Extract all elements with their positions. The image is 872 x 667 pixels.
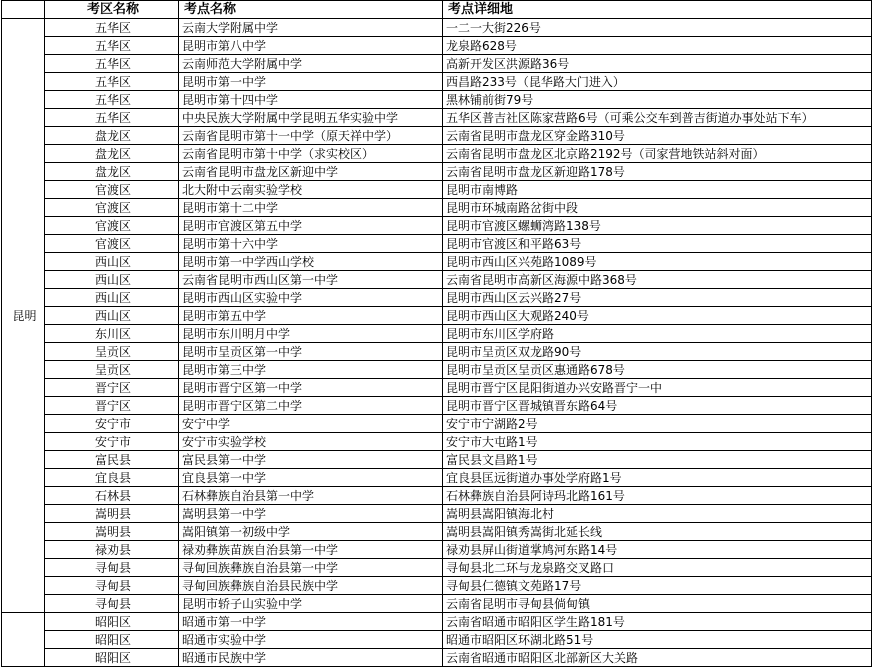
table-row bbox=[2, 505, 872, 523]
school-name-cell: 云南省昆明市第十一中学（原天祥中学） bbox=[179, 127, 443, 145]
table-row bbox=[2, 235, 872, 253]
school-name-cell: 昆明市第三中学 bbox=[179, 361, 443, 379]
address-cell: 寻甸县北二环与龙泉路交叉路口 bbox=[443, 559, 872, 577]
school-name-cell: 云南省昆明市盘龙区新迎中学 bbox=[179, 163, 443, 181]
district-cell: 禄劝县 bbox=[45, 541, 179, 559]
address-cell: 昭通市昭阳区环湖北路51号 bbox=[443, 631, 872, 649]
table-row bbox=[2, 271, 872, 289]
school-name-cell: 昆明市第十二中学 bbox=[179, 199, 443, 217]
address-cell: 高新开发区洪源路36号 bbox=[443, 55, 872, 73]
address-cell: 寻甸县仁德镇文苑路17号 bbox=[443, 577, 872, 595]
school-name-cell: 云南省昆明市西山区第一中学 bbox=[179, 271, 443, 289]
table-row bbox=[2, 199, 872, 217]
district-cell: 官渡区 bbox=[45, 217, 179, 235]
table-row bbox=[2, 487, 872, 505]
school-name-cell: 富民县第一中学 bbox=[179, 451, 443, 469]
table-row bbox=[2, 559, 872, 577]
table-row bbox=[2, 325, 872, 343]
district-cell: 五华区 bbox=[45, 73, 179, 91]
table-row bbox=[2, 217, 872, 235]
district-cell: 昭阳区 bbox=[45, 649, 179, 667]
city-group-cell: 昆明 bbox=[2, 19, 45, 613]
header-address-cell: 考点详细地 bbox=[443, 1, 872, 19]
address-cell: 黑林铺前街79号 bbox=[443, 91, 872, 109]
table-row bbox=[2, 541, 872, 559]
district-cell: 宜良县 bbox=[45, 469, 179, 487]
district-cell: 安宁市 bbox=[45, 433, 179, 451]
address-cell: 云南省昭通市昭阳区学生路181号 bbox=[443, 613, 872, 631]
address-cell: 云南省昆明市盘龙区穿金路310号 bbox=[443, 127, 872, 145]
school-name-cell: 昆明市西山区实验中学 bbox=[179, 289, 443, 307]
header-school-cell: 考点名称 bbox=[179, 1, 443, 19]
table-row bbox=[2, 55, 872, 73]
address-cell: 一二一大街226号 bbox=[443, 19, 872, 37]
table-row bbox=[2, 19, 872, 37]
district-cell: 晋宁区 bbox=[45, 379, 179, 397]
table-row bbox=[2, 307, 872, 325]
table-row bbox=[2, 433, 872, 451]
district-cell: 富民县 bbox=[45, 451, 179, 469]
district-cell: 五华区 bbox=[45, 19, 179, 37]
district-cell: 盘龙区 bbox=[45, 163, 179, 181]
school-name-cell: 昆明市第五中学 bbox=[179, 307, 443, 325]
district-cell: 五华区 bbox=[45, 37, 179, 55]
district-cell: 石林县 bbox=[45, 487, 179, 505]
school-name-cell: 昆明市轿子山实验中学 bbox=[179, 595, 443, 613]
address-cell: 安宁市宁湖路2号 bbox=[443, 415, 872, 433]
school-name-cell: 昭通市民族中学 bbox=[179, 649, 443, 667]
school-name-cell: 嵩明县第一中学 bbox=[179, 505, 443, 523]
table-row bbox=[2, 415, 872, 433]
district-cell: 西山区 bbox=[45, 289, 179, 307]
table-row bbox=[2, 253, 872, 271]
address-cell: 昆明市西山区兴苑路1089号 bbox=[443, 253, 872, 271]
school-name-cell: 昆明市第一中学 bbox=[179, 73, 443, 91]
table-row bbox=[2, 469, 872, 487]
school-name-cell: 昆明市第十四中学 bbox=[179, 91, 443, 109]
address-cell: 昆明市呈贡区双龙路90号 bbox=[443, 343, 872, 361]
exam-venue-table-body bbox=[2, 1, 872, 667]
address-cell: 云南省昆明市高新区海源中路368号 bbox=[443, 271, 872, 289]
district-cell: 呈贡区 bbox=[45, 343, 179, 361]
district-cell: 西山区 bbox=[45, 253, 179, 271]
district-cell: 寻甸县 bbox=[45, 559, 179, 577]
table-row bbox=[2, 613, 872, 631]
district-cell: 寻甸县 bbox=[45, 577, 179, 595]
address-cell: 昆明市晋宁区晋城镇晋东路64号 bbox=[443, 397, 872, 415]
school-name-cell: 昭通市第一中学 bbox=[179, 613, 443, 631]
table-row bbox=[2, 127, 872, 145]
table-row bbox=[2, 631, 872, 649]
address-cell: 安宁市大屯路1号 bbox=[443, 433, 872, 451]
district-cell: 盘龙区 bbox=[45, 127, 179, 145]
school-name-cell: 云南师范大学附属中学 bbox=[179, 55, 443, 73]
table-row bbox=[2, 145, 872, 163]
school-name-cell: 寻甸回族彝族自治县第一中学 bbox=[179, 559, 443, 577]
address-cell: 宜良县匡远街道办事处学府路1号 bbox=[443, 469, 872, 487]
address-cell: 昆明市晋宁区昆阳街道办兴安路晋宁一中 bbox=[443, 379, 872, 397]
district-cell: 五华区 bbox=[45, 109, 179, 127]
district-cell: 昭阳区 bbox=[45, 613, 179, 631]
header-district-cell: 考区名称 bbox=[45, 1, 179, 19]
school-name-cell: 石林彝族自治县第一中学 bbox=[179, 487, 443, 505]
school-name-cell: 禄劝彝族苗族自治县第一中学 bbox=[179, 541, 443, 559]
table-row bbox=[2, 649, 872, 667]
district-cell: 官渡区 bbox=[45, 199, 179, 217]
table-row bbox=[2, 163, 872, 181]
school-name-cell: 昆明市第一中学西山学校 bbox=[179, 253, 443, 271]
district-cell: 嵩明县 bbox=[45, 505, 179, 523]
school-name-cell: 昆明市呈贡区第一中学 bbox=[179, 343, 443, 361]
school-name-cell: 昆明市官渡区第五中学 bbox=[179, 217, 443, 235]
address-cell: 五华区普吉社区陈家营路6号（可乘公交车到普吉街道办事处站下车） bbox=[443, 109, 872, 127]
address-cell: 昆明市西山区大观路240号 bbox=[443, 307, 872, 325]
table-header-row bbox=[2, 1, 872, 19]
table-row bbox=[2, 343, 872, 361]
school-name-cell: 昆明市晋宁区第一中学 bbox=[179, 379, 443, 397]
school-name-cell: 安宁市实验学校 bbox=[179, 433, 443, 451]
address-cell: 昆明市呈贡区呈贡区惠通路678号 bbox=[443, 361, 872, 379]
table-row bbox=[2, 37, 872, 55]
table-row bbox=[2, 523, 872, 541]
address-cell: 云南省昆明市盘龙区北京路2192号（司家营地铁站斜对面） bbox=[443, 145, 872, 163]
school-name-cell: 寻甸回族彝族自治县民族中学 bbox=[179, 577, 443, 595]
address-cell: 昆明市官渡区和平路63号 bbox=[443, 235, 872, 253]
address-cell: 昆明市西山区云兴路27号 bbox=[443, 289, 872, 307]
address-cell: 石林彝族自治县阿诗玛北路161号 bbox=[443, 487, 872, 505]
table-row bbox=[2, 181, 872, 199]
district-cell: 盘龙区 bbox=[45, 145, 179, 163]
district-cell: 安宁市 bbox=[45, 415, 179, 433]
district-cell: 嵩明县 bbox=[45, 523, 179, 541]
address-cell: 禄劝县屏山街道掌鸠河东路14号 bbox=[443, 541, 872, 559]
table-row bbox=[2, 73, 872, 91]
school-name-cell: 昆明市第十六中学 bbox=[179, 235, 443, 253]
district-cell: 东川区 bbox=[45, 325, 179, 343]
address-cell: 昆明市东川区学府路 bbox=[443, 325, 872, 343]
district-cell: 昭阳区 bbox=[45, 631, 179, 649]
address-cell: 西昌路233号（昆华路大门进入） bbox=[443, 73, 872, 91]
table-row bbox=[2, 451, 872, 469]
table-row bbox=[2, 595, 872, 613]
school-name-cell: 昭通市实验中学 bbox=[179, 631, 443, 649]
table-row bbox=[2, 91, 872, 109]
school-name-cell: 昆明市东川明月中学 bbox=[179, 325, 443, 343]
address-cell: 嵩明县嵩阳镇海北村 bbox=[443, 505, 872, 523]
address-cell: 富民县文昌路1号 bbox=[443, 451, 872, 469]
district-cell: 官渡区 bbox=[45, 235, 179, 253]
school-name-cell: 嵩阳镇第一初级中学 bbox=[179, 523, 443, 541]
district-cell: 寻甸县 bbox=[45, 595, 179, 613]
school-name-cell: 云南省昆明市第十中学（求实校区） bbox=[179, 145, 443, 163]
table-row bbox=[2, 289, 872, 307]
school-name-cell: 中央民族大学附属中学昆明五华实验中学 bbox=[179, 109, 443, 127]
district-cell: 官渡区 bbox=[45, 181, 179, 199]
address-cell: 龙泉路628号 bbox=[443, 37, 872, 55]
school-name-cell: 宜良县第一中学 bbox=[179, 469, 443, 487]
school-name-cell: 安宁中学 bbox=[179, 415, 443, 433]
header-city-cell bbox=[2, 1, 45, 19]
district-cell: 五华区 bbox=[45, 91, 179, 109]
address-cell: 云南省昆明市寻甸县倘甸镇 bbox=[443, 595, 872, 613]
district-cell: 西山区 bbox=[45, 271, 179, 289]
table-row bbox=[2, 379, 872, 397]
table-row bbox=[2, 397, 872, 415]
table-row bbox=[2, 109, 872, 127]
city-group-cell bbox=[2, 613, 45, 667]
table-row bbox=[2, 577, 872, 595]
school-name-cell: 昆明市第八中学 bbox=[179, 37, 443, 55]
district-cell: 呈贡区 bbox=[45, 361, 179, 379]
exam-venue-table bbox=[1, 0, 872, 667]
address-cell: 云南省昭通市昭阳区北部新区大关路 bbox=[443, 649, 872, 667]
table-row bbox=[2, 361, 872, 379]
school-name-cell: 北大附中云南实验学校 bbox=[179, 181, 443, 199]
district-cell: 五华区 bbox=[45, 55, 179, 73]
district-cell: 西山区 bbox=[45, 307, 179, 325]
district-cell: 晋宁区 bbox=[45, 397, 179, 415]
school-name-cell: 昆明市晋宁区第二中学 bbox=[179, 397, 443, 415]
address-cell: 嵩明县嵩阳镇秀嵩街北延长线 bbox=[443, 523, 872, 541]
address-cell: 昆明市南博路 bbox=[443, 181, 872, 199]
school-name-cell: 云南大学附属中学 bbox=[179, 19, 443, 37]
address-cell: 昆明市官渡区螺蛳湾路138号 bbox=[443, 217, 872, 235]
address-cell: 云南省昆明市盘龙区新迎路178号 bbox=[443, 163, 872, 181]
address-cell: 昆明市环城南路岔街中段 bbox=[443, 199, 872, 217]
